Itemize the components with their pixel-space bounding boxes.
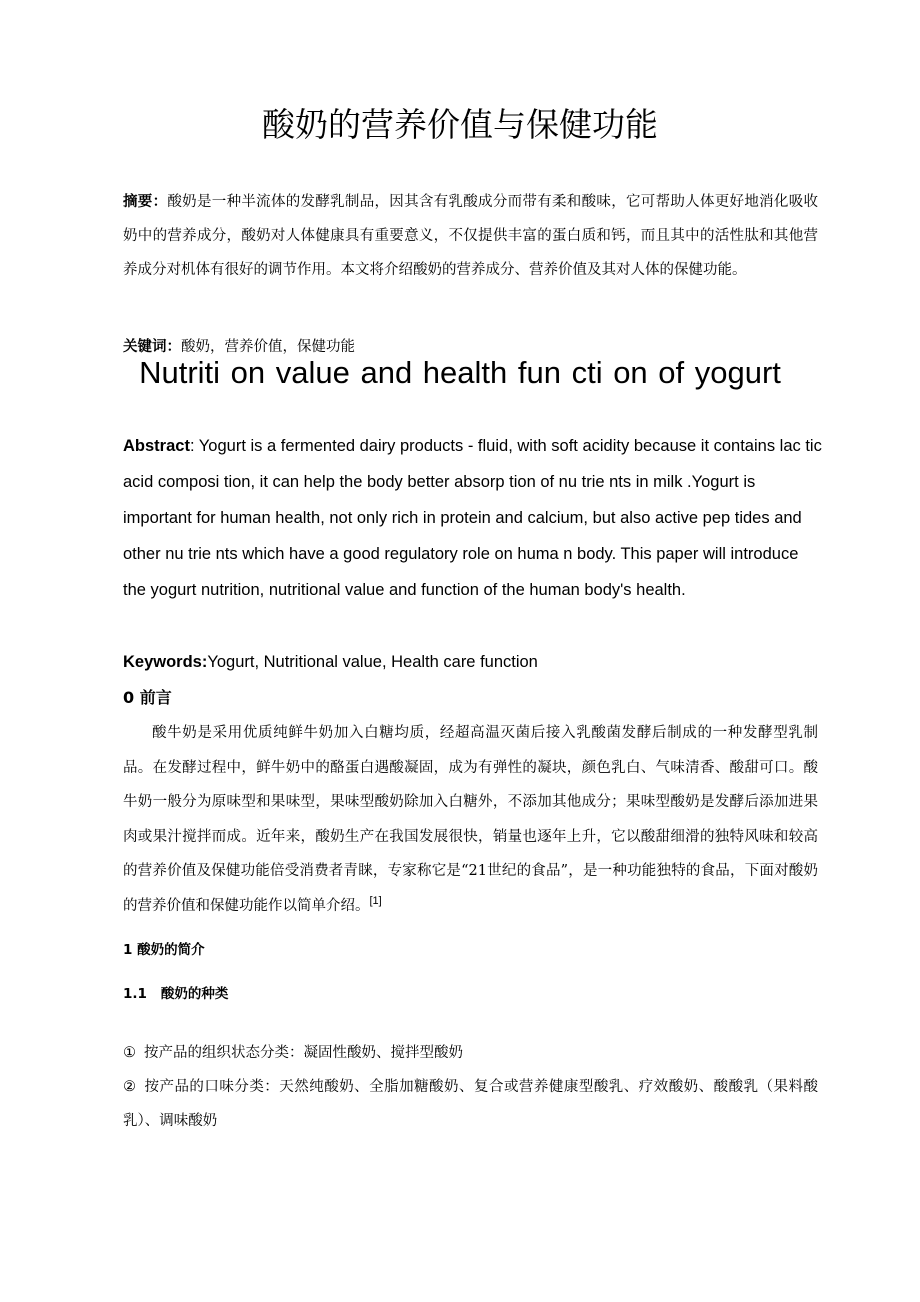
list-marker: ① bbox=[123, 1045, 136, 1061]
section-1-1-number: 1.1 bbox=[123, 986, 147, 1002]
keywords-en bbox=[123, 644, 823, 680]
document-title: 酸奶的营养价值与保健功能 bbox=[262, 105, 658, 144]
keywords-cn-label: 关键词： bbox=[123, 339, 181, 355]
keywords-en-label: Keywords: bbox=[123, 653, 208, 671]
abstract-en bbox=[123, 428, 823, 608]
list-item bbox=[123, 1036, 818, 1070]
abstract-cn-label: 摘要： bbox=[123, 194, 168, 210]
section-1-heading: 1 酸奶的简介 bbox=[123, 942, 205, 958]
section-1-1-heading bbox=[123, 982, 228, 1006]
keywords-cn-text: 酸奶，营养价值，保健功能 bbox=[181, 339, 355, 355]
list-item-text: 按产品的口味分类：天然纯酸奶、全脂加糖酸奶、复合或营养健康型酸乳、疗效酸奶、酸酸乳（果料酸乳）、调味酸奶 bbox=[123, 1079, 819, 1129]
section-preface-heading: 0 前言 bbox=[123, 688, 172, 707]
reference-marker: [1] bbox=[369, 894, 382, 907]
english-title: Nutriti on value and health fun cti on of yogurt bbox=[139, 355, 781, 390]
list-item-text: 按产品的组织状态分类：凝固性酸奶、搅拌型酸奶 bbox=[144, 1045, 463, 1061]
abstract-cn-text: 酸奶是一种半流体的发酵乳制品，因其含有乳酸成分而带有柔和酸味，它可帮助人体更好地消化吸收奶中的营养成分，酸奶对人体健康具有重要意义，不仅提供丰富的蛋白质和钙，而且其中的活性肽和其他营养成分对机体有很好的调节作用。本文将介绍酸奶的营养成分、营养价值及其对人体的保健功能。 bbox=[123, 194, 819, 278]
abstract-en-label: Abstract bbox=[123, 437, 190, 455]
abstract-cn bbox=[123, 185, 818, 287]
section-1-1-title: 酸奶的种类 bbox=[160, 986, 229, 1002]
section-preface-body bbox=[123, 716, 818, 923]
keywords-en-text: Yogurt, Nutritional value, Health care function bbox=[207, 653, 538, 671]
list-item bbox=[123, 1070, 818, 1138]
list-marker: ② bbox=[123, 1079, 137, 1095]
preface-body-text: 酸牛奶是采用优质纯鲜牛奶加入白糖均质，经超高温灭菌后接入乳酸菌发酵后制成的一种发酵型乳制品。在发酵过程中，鲜牛奶中的酪蛋白遇酸凝固，成为有弹性的凝块，颜色乳白、气味清香、酸甜可口。酸牛奶一般分为原味型和果味型，果味型酸奶除加入白糖外，不添加其他成分；果味型酸奶是发酵后添加进果肉或果汁搅拌而成。近年来，酸奶生产在我国发展很快，销量也逐年上升，它以酸甜细滑的独特风味和较高的营养价值及保健功能倍受消费者青睐，专家称它是“21世纪的食品”，是一种功能独特的食品，下面对酸奶的营养价值和保健功能作以简单介绍。 bbox=[123, 725, 818, 914]
abstract-en-text: : Yogurt is a fermented dairy products - fluid, with soft acidity because it contains lac tic acid composi tion, it can help the body better absorp tion of nu trie nts in milk .Yogurt is important for human health, not only rich in protein and calcium, but also active pep tides and other nu trie nts which have a good regulatory role on huma n body. This paper will introduce the yogurt nutrition, nutritional value and function of the human body's health. bbox=[123, 437, 822, 599]
